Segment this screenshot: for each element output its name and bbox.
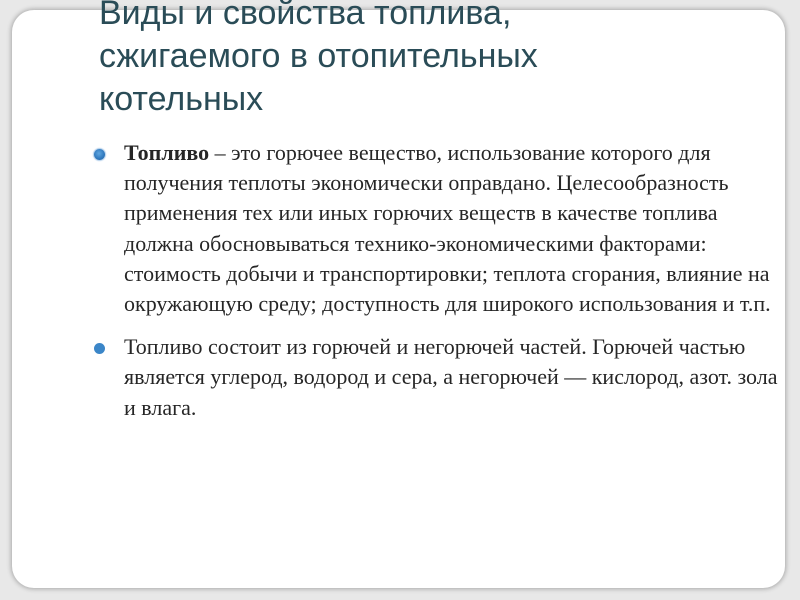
bullet-term: Топливо	[124, 140, 210, 165]
bullet-dot-icon	[94, 149, 105, 160]
bullet-list	[92, 138, 782, 436]
title-line: котельных	[99, 80, 264, 118]
title-line: Виды и свойства топлива,	[99, 0, 512, 32]
title-line: сжигаемого в отопительных	[99, 37, 538, 75]
bullet-dot-icon	[94, 343, 105, 354]
bullet-item	[92, 138, 782, 319]
content-card	[12, 0, 785, 588]
bullet-item	[92, 332, 782, 423]
bullet-text: – это горючее вещество, использование которого для получения теплоты экономически оправдано. Целесообразность применения тех или иных горючих веществ в качестве топлива должна обосновываться технико-экономическими факторами: стоимость добычи и транспортировки; теплота сгорания, влияние на окружающую среду; доступность для широкого использования и т.п.	[124, 140, 771, 317]
bullet-text: Топливо состоит из горючей и негорючей частей. Горючей частью является углерод, водород и сера, а негорючей — кислород, азот. зола и влага.	[124, 334, 778, 420]
slide-title	[99, 0, 779, 121]
